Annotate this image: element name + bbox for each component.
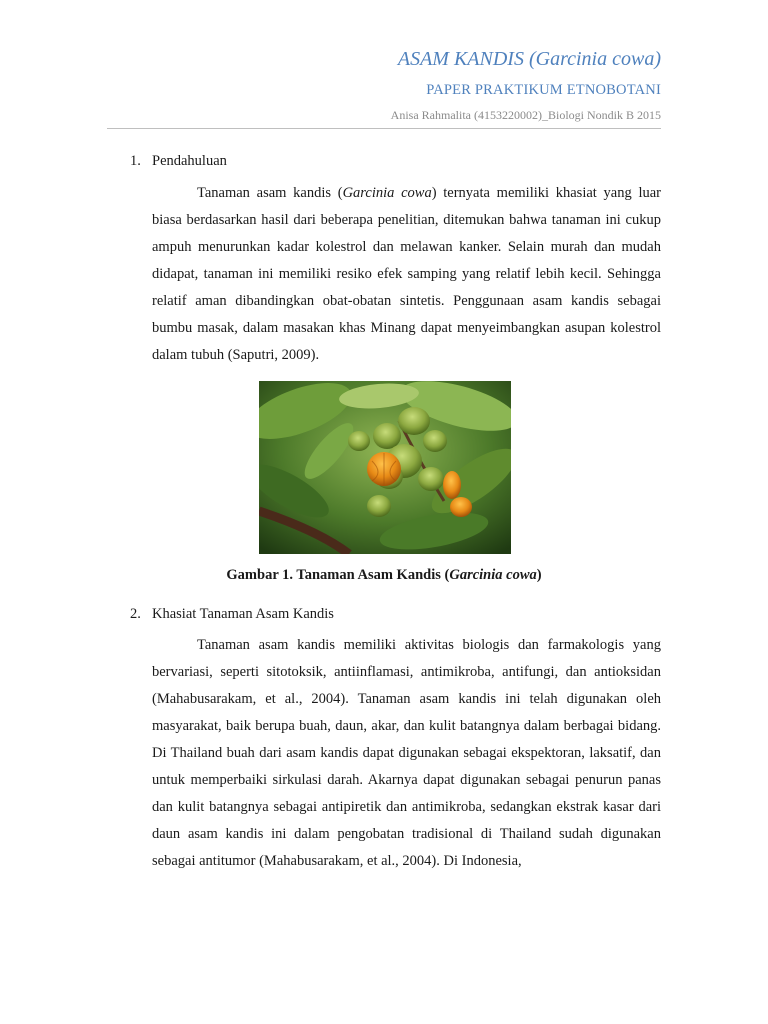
caption-close: )	[536, 567, 542, 583]
document-title	[391, 44, 661, 74]
section-paragraph: Tanaman asam kandis memiliki aktivitas biologis dan farmakologis yang bervariasi, seperti sitotoksik, antiinflamasi, antimikroba, antifungi, dan antioksidan (Mahabusarakam, et al., 2004). Tanaman asam kandis ini telah digunakan oleh masyarakat, baik berupa buah, daun, akar, dan kulit batangnya dalam berbagai bidang. Di Thailand buah dari asam kandis dapat digunakan sebagai ekspektoran, laksatif, dan untuk memperbaiki sirkulasi darah. Akarnya dapat digunakan sebagai penurun panas dan kulit batangnya sebagai antipiretik dan antimikroba, sedangkan ekstrak kasar dari daun asam kandis ini dalam pengobatan tradisional di Thailand sudah digunakan sebagai antitumor (Mahabusarakam, et al., 2004). Di Indonesia,	[152, 637, 661, 869]
para-species: Garcinia cowa	[342, 185, 432, 201]
author-line: Anisa Rahmalita (4153220002)_Biologi Nondik B 2015	[390, 108, 661, 122]
page-header	[391, 44, 661, 124]
plant-photo	[259, 381, 511, 554]
section-paragraph	[130, 180, 661, 369]
title-species: Garcinia cowa	[535, 48, 655, 70]
section-khasiat	[130, 605, 661, 875]
para-text: Tanaman asam kandis (	[197, 185, 343, 201]
caption-text: Gambar 1. Tanaman Asam Kandis (	[226, 567, 450, 583]
caption-species: Garcinia cowa	[449, 567, 537, 583]
header-divider	[107, 128, 661, 129]
title-close: )	[654, 48, 661, 70]
figure-caption	[0, 566, 768, 584]
section-heading	[130, 152, 661, 170]
title-text: ASAM KANDIS (	[397, 48, 536, 70]
section-number: 2.	[130, 606, 141, 622]
document-subtitle: PAPER PRAKTIKUM ETNOBOTANI	[426, 82, 661, 98]
section-pendahuluan	[130, 152, 661, 369]
section-title: Khasiat Tanaman Asam Kandis	[152, 606, 334, 622]
para-text-rest: ) ternyata memiliki khasiat yang luar biasa berdasarkan hasil dari beberapa penelitian, ditemukan bahwa tanaman ini cukup ampuh menurunkan kadar kolestrol dan melawan kanker. Selain murah dan mudah didapat, tanaman ini memiliki resiko efek samping yang relatif lebih kecil. Sehingga relatif aman dibandingkan obat-obatan sintetis. Penggunaan asam kandis sebagai bumbu masak, dalam masakan khas Minang dapat menyeimbangkan asupan kolestrol dalam tubuh (Saputri, 2009).	[152, 185, 661, 363]
plant-photo-illustration	[259, 381, 511, 554]
section-title: Pendahuluan	[152, 153, 227, 169]
section-heading	[130, 605, 661, 623]
section-number: 1.	[130, 153, 141, 169]
